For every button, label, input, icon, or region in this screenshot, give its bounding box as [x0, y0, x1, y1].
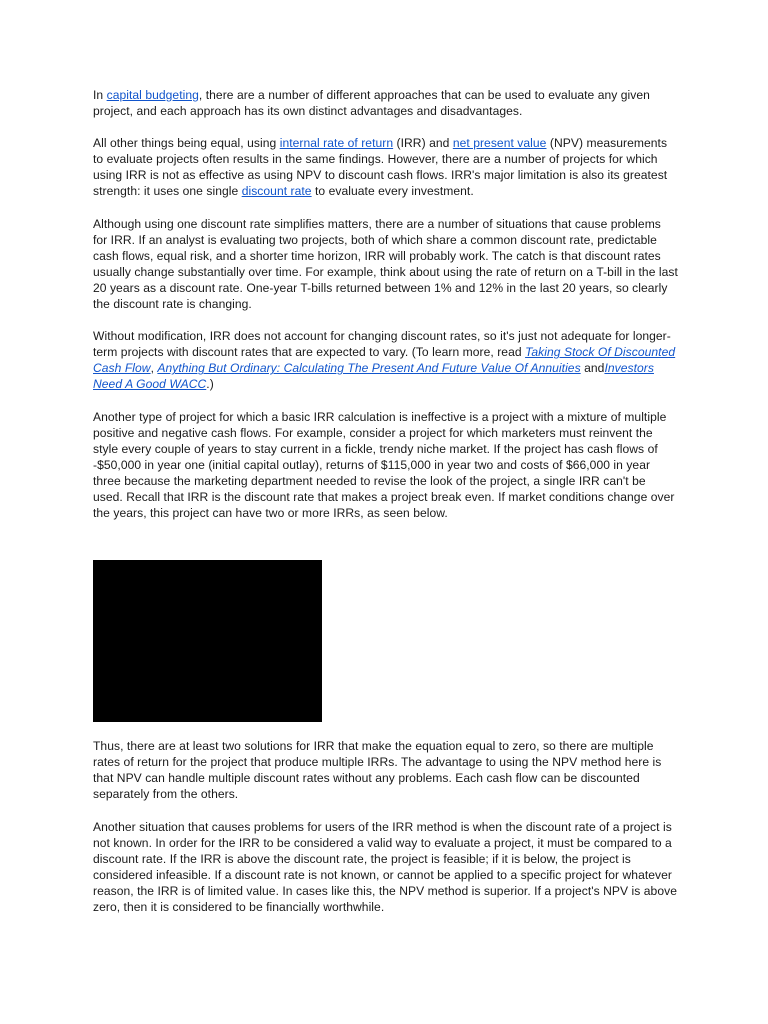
paragraph-discount-rates	[93, 216, 678, 313]
paragraph-modification	[93, 328, 678, 392]
paragraph-irr-npv	[93, 135, 678, 199]
text-run: Thus, there are at least two solutions for IRR that make the equation equal to zero, so there are multiple rates of return for the project that produce multiple IRRs. The advantage to using the NPV method here is that NPV can handle multiple discount rates without any problems. Each cash flow can be discounted separately from the others.	[93, 739, 662, 802]
link-taking-stock-dcf[interactable]: Taking Stock Of Discounted Cash Flow	[93, 345, 676, 376]
text-run: (NPV) measurements to evaluate projects often results in the same findings. However, there are a number of projects for which using IRR is not as effective as using NPV to discount cash flows. IRR's major limitation is also its greatest strength: it uses one single	[93, 136, 668, 199]
link-discount-rate[interactable]: discount rate	[241, 184, 312, 199]
text-run: and	[580, 361, 605, 376]
text-run: , there are a number of different approaches that can be used to evaluate any given project, and each approach has its own distinct advantages and disadvantages.	[93, 88, 650, 119]
text-run: All other things being equal, using	[93, 136, 280, 151]
text-run: Another type of project for which a basic IRR calculation is ineffective is a project with a mixture of multiple positive and negative cash flows. For example, consider a project for which marketers must reinvent the style every couple of years to stay current in a fickle, trendy niche market. If the project has cash flows of -$50,000 in year one (initial capital outlay), returns of $115,000 in year two and costs of $66,000 in year three because the marketing department needed to revise the look of the project, a single IRR can't be used. Recall that IRR is the discount rate that makes a project break even. If market conditions change over the years, this project can have two or more IRRs, as seen below.	[93, 409, 675, 521]
link-investors-need-wacc[interactable]: Investors Need A Good WACC	[93, 361, 654, 392]
text-run: Without modification, IRR does not account for changing discount rates, so it's just not adequate for longer-term projects with discount rates that are expected to vary. (To learn more, read	[93, 329, 671, 360]
text-run: (IRR) and	[393, 136, 453, 151]
text-run: Another situation that causes problems for users of the IRR method is when the discount rate of a project is not known. In order for the IRR to be considered a valid way to evaluate a project, it must be compared to a discount rate. If the IRR is above the discount rate, the project is feasible; if it is below, the project is considered infeasible. If a discount rate is not known, or cannot be applied to a specific project for whatever reason, the IRR is of limited value. In cases like this, the NPV method is superior. If a project's NPV is above zero, then it is considered to be financially worthwhile.	[93, 819, 677, 914]
link-internal-rate-of-return[interactable]: internal rate of return	[279, 136, 394, 151]
text-run: Although using one discount rate simplifies matters, there are a number of situations that cause problems for IRR. If an analyst is evaluating two projects, both of which share a common discount rate, predictable cash flows, equal risk, and a shorter time horizon, IRR will probably work. The catch is that discount rates usually change substantially over time. For example, think about using the rate of return on a T-bill in the last 20 years as a discount rate. One-year T-bills returned between 1% and 12% in the last 20 years, so clearly the discount rate is changing.	[93, 216, 678, 312]
link-capital-budgeting[interactable]: capital budgeting	[106, 88, 199, 102]
text-run: to evaluate every investment.	[311, 184, 474, 199]
text-run: ,	[150, 361, 158, 376]
link-anything-but-ordinary[interactable]: Anything But Ordinary: Calculating The Present And Future Value Of Annuities	[157, 361, 581, 376]
text-run: .)	[206, 377, 214, 392]
article-body	[93, 87, 678, 931]
text-run: In	[93, 88, 107, 102]
figure-image-placeholder	[93, 560, 322, 722]
paragraph-mixed-cash-flows	[93, 409, 678, 522]
paragraph-intro	[93, 87, 678, 119]
paragraph-unknown-discount-rate	[93, 819, 678, 916]
paragraph-multiple-irrs	[93, 738, 678, 802]
link-net-present-value[interactable]: net present value	[452, 136, 547, 151]
